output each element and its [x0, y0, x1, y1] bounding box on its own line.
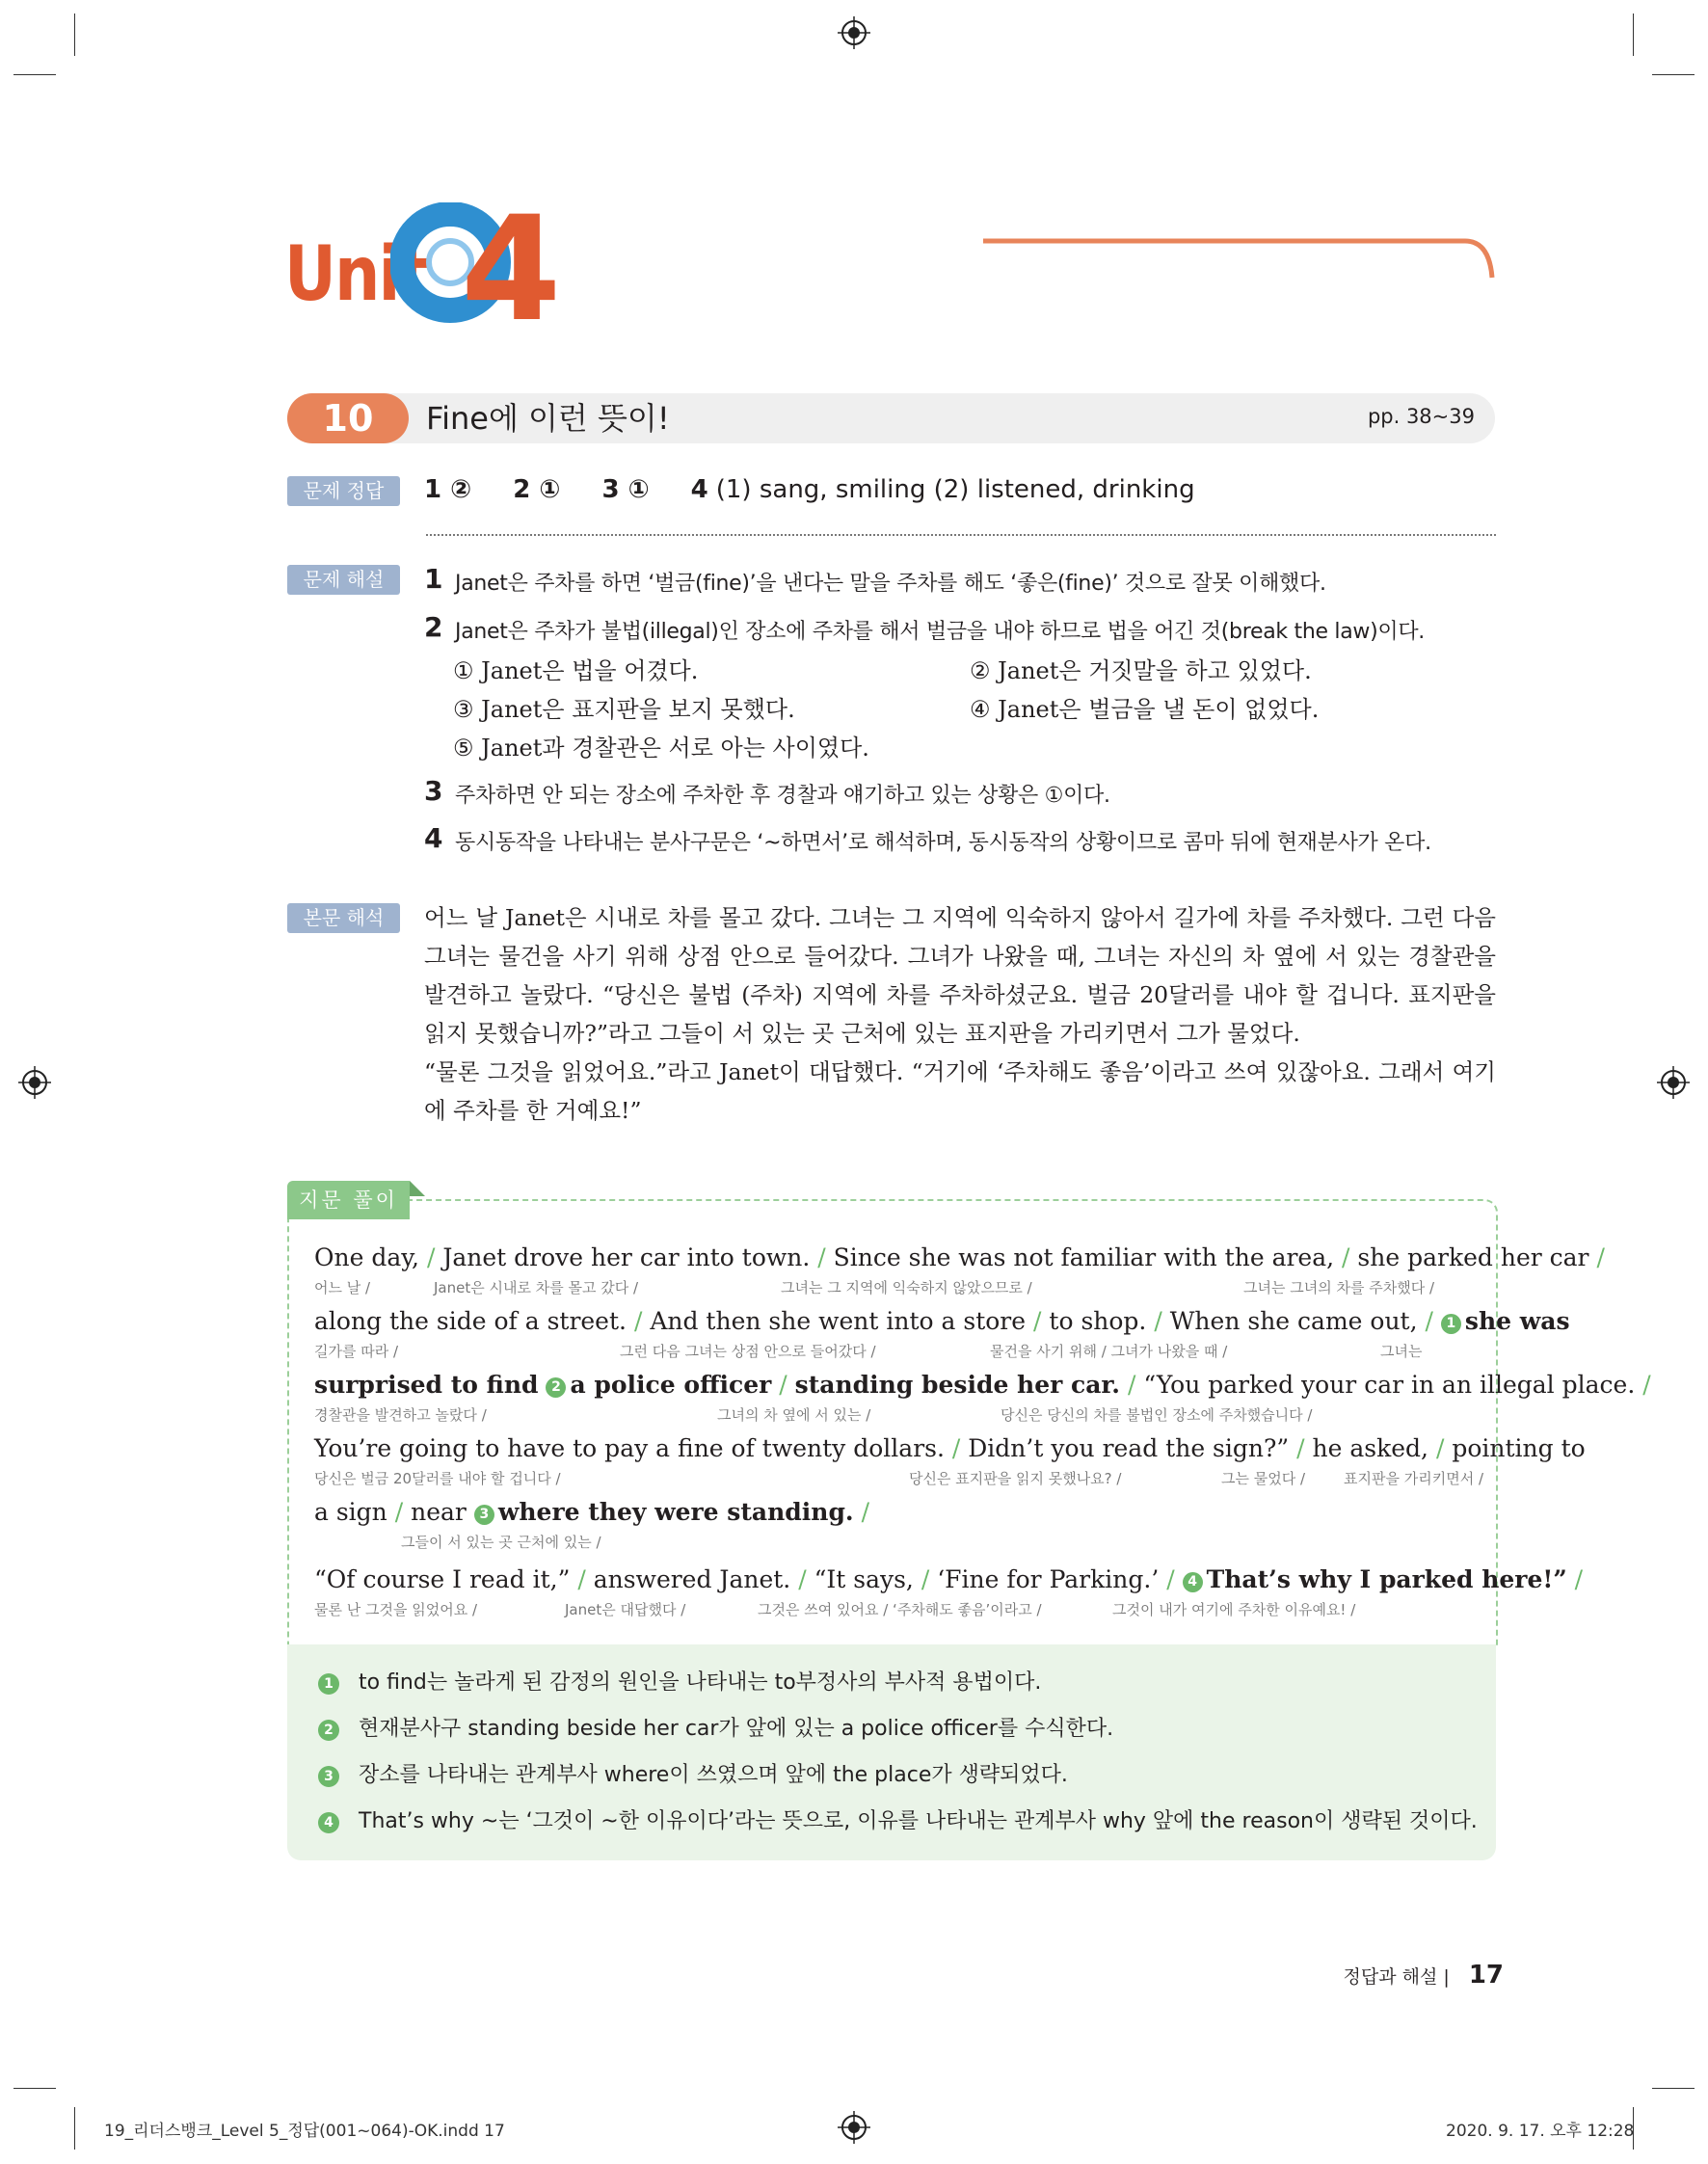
chunk-highlight: where they were standing. — [497, 1498, 854, 1526]
registration-mark-icon — [838, 2111, 870, 2144]
reading-row: You’re going to have to pay a fine of twenty dollars. / Didn’t you read the sign?” / he asked, / pointing to — [314, 1434, 1586, 1462]
answers-tag: 문제 정답 — [287, 476, 400, 506]
crop-mark — [13, 2088, 56, 2089]
unit-number: 4 — [461, 186, 562, 354]
chunk: along the side of a street. — [314, 1307, 627, 1335]
gloss: 그것이 내가 여기에 주차한 이유예요! / — [1112, 1601, 1356, 1618]
chunk: Janet drove her car into town. — [442, 1243, 811, 1271]
marker-4-icon: 4 — [318, 1812, 339, 1833]
explanation-text: 주차하면 안 되는 장소에 주차한 후 경찰과 얘기하고 있는 상황은 ①이다. — [455, 784, 1110, 808]
choice-item: ⑤ Janet과 경찰관은 서로 아는 사이였다. — [453, 735, 869, 761]
marker-1-icon: 1 — [1441, 1314, 1461, 1334]
explanation-num: 1 — [424, 563, 443, 595]
marker-3-icon: 3 — [474, 1505, 494, 1525]
reading-row: a sign / near 3 where they were standing. / — [314, 1498, 870, 1526]
divider — [426, 534, 1496, 536]
crop-mark — [74, 13, 75, 56]
footer-section: 정답과 해설 — [1343, 1966, 1438, 1988]
chunk: pointing to — [1452, 1434, 1586, 1462]
explanation-text: Janet은 주차를 하면 ‘벌금(fine)’을 낸다는 말을 주차를 해도 ‘좋은(fine)’ 것으로 잘못 이해했다. — [455, 572, 1326, 596]
reading-row: “Of course I read it,” / answered Janet. / “It says, / ‘Fine for Parking.’ / 4 That’s why I parked here!” / — [314, 1565, 1584, 1593]
choice-item: ② Janet은 거짓말을 하고 있었다. — [970, 657, 1312, 684]
reading-row: One day, / Janet drove her car into town. / Since she was not familiar with the area, / she parked her car / — [314, 1243, 1605, 1271]
gloss: 당신은 표지판을 읽지 못했나요? / — [909, 1470, 1122, 1487]
answer-1: 1 ② — [424, 475, 472, 504]
lesson-pages: pp. 38~39 — [1367, 405, 1475, 428]
chunk: When she came out, — [1169, 1307, 1418, 1335]
answers-line — [424, 475, 1228, 504]
gloss: 경찰관을 발견하고 놀랐다 / — [314, 1406, 487, 1424]
registration-mark-icon — [18, 1066, 51, 1099]
gloss: 그런 다음 그녀는 상점 안으로 들어갔다 / — [620, 1343, 876, 1360]
chunk: Didn’t you read the sign?” — [968, 1434, 1290, 1462]
chunk: a sign — [314, 1498, 387, 1526]
chunk-highlight: a police officer — [570, 1371, 772, 1399]
gloss: 그녀는 — [1380, 1343, 1423, 1360]
note-item — [318, 1804, 1478, 1834]
gloss: 당신은 벌금 20달러를 내야 할 겁니다 / — [314, 1470, 561, 1487]
choice-item: ① Janet은 법을 어겼다. — [453, 657, 699, 684]
explanation-num: 3 — [424, 775, 443, 807]
note-text: to find는 놀라게 된 감정의 원인을 나타내는 to부정사의 부사적 용법이다. — [359, 1670, 1042, 1695]
tab-corner — [410, 1181, 425, 1196]
gloss: 그것은 쓰여 있어요 / ‘주차해도 좋음’이라고 / — [758, 1601, 1042, 1618]
chunk: she parked her car — [1357, 1243, 1589, 1271]
explanation-text: 동시동작을 나타내는 분사구문은 ‘~하면서’로 해석하며, 동시동작의 상황이므로 콤마 뒤에 현재분사가 온다. — [455, 831, 1431, 855]
chunk: ‘Fine for Parking.’ — [937, 1565, 1160, 1593]
marker-4-icon: 4 — [1183, 1572, 1203, 1592]
note-text: That’s why ~는 ‘그것이 ~한 이유이다’라는 뜻으로, 이유를 나타내는 관계부사 why 앞에 the reason이 생략된 것이다. — [359, 1809, 1478, 1833]
gloss: 길가를 따라 / — [314, 1343, 399, 1360]
chunk: “Of course I read it,” — [314, 1565, 571, 1593]
gloss: 물건을 사기 위해 / 그녀가 나왔을 때 / — [990, 1343, 1228, 1360]
lesson-title: Fine에 이런 뜻이! — [426, 400, 670, 437]
registration-mark-icon — [1657, 1066, 1690, 1099]
gloss: 그들이 서 있는 곳 근처에 있는 / — [401, 1534, 601, 1551]
crop-mark — [1633, 13, 1634, 56]
crop-mark — [1652, 2088, 1695, 2089]
gloss: Janet은 대답했다 / — [565, 1601, 686, 1618]
gloss: 표지판을 가리키면서 / — [1344, 1470, 1484, 1487]
gloss: 물론 난 그것을 읽었어요 / — [314, 1601, 478, 1618]
explanation-tag: 문제 해설 — [287, 565, 400, 595]
chunk: “You parked your car in an illegal place. — [1143, 1371, 1636, 1399]
note-item — [318, 1758, 1068, 1788]
gloss: 그녀는 그녀의 차를 주차했다 / — [1243, 1279, 1435, 1296]
print-slug-file: 19_리더스뱅크_Level 5_정답(001~064)-OK.indd 17 — [104, 2122, 505, 2141]
chunk: Since she was not familiar with the area, — [833, 1243, 1335, 1271]
chunk-highlight: surprised to find — [314, 1371, 539, 1399]
translation-p1: 어느 날 Janet은 시내로 차를 몰고 갔다. 그녀는 그 지역에 익숙하지 않아서 길가에 차를 주차했다. 그런 다음 그녀는 물건을 사기 위해 상점 안으로 들어갔다. 그녀가 나왔을 때, 그녀는 자신의 차 옆에 서 있는 경찰관을 발견하고 놀랐다. “당신은 불법 (주차) 지역에 차를 주차하셨군요. 벌금 20달러를 내야 할 겁니다. 표지판을 읽지 못했습니까?”라고 그들이 서 있는 곳 근처에 있는 표지판을 가리키면서 그가 물었다. — [424, 904, 1496, 1047]
gloss: 그녀의 차 옆에 서 있는 / — [717, 1406, 871, 1424]
chunk: You’re going to have to pay a fine of twenty dollars. — [314, 1434, 945, 1462]
translation-tag: 본문 해석 — [287, 903, 400, 933]
gloss: 그녀는 그 지역에 익숙하지 않았으므로 / — [781, 1279, 1032, 1296]
explanation-num: 2 — [424, 611, 443, 643]
translation-p2: “물론 그것을 읽었어요.”라고 Janet이 대답했다. “거기에 ‘주차해도 좋음’이라고 쓰여 있잖아요. 그래서 여기에 주차를 한 거예요!” — [424, 1058, 1496, 1124]
marker-2-icon: 2 — [318, 1720, 339, 1741]
reading-tag: 지문 풀이 — [287, 1181, 410, 1219]
note-item — [318, 1666, 1041, 1696]
note-text: 현재분사구 standing beside her car가 앞에 있는 a police officer를 수식한다. — [359, 1717, 1114, 1741]
choice-item: ④ Janet은 벌금을 낼 돈이 없었다. — [970, 696, 1320, 723]
crop-mark — [74, 2107, 75, 2150]
reading-row: surprised to find 2 a police officer / standing beside her car. / “You parked your car in an illegal place. / — [314, 1371, 1651, 1399]
chunk: One day, — [314, 1243, 419, 1271]
page-number: 17 — [1468, 1961, 1504, 1990]
unit-label: Unit — [284, 231, 428, 318]
chunk-highlight: standing beside her car. — [794, 1371, 1121, 1399]
explanation-text: Janet은 주차가 불법(illegal)인 장소에 주차를 해서 벌금을 내야 하므로 법을 어긴 것(break the law)이다. — [455, 620, 1425, 644]
chunk: near — [411, 1498, 467, 1526]
answer-4-text: (1) sang, smiling (2) listened, drinking — [715, 475, 1195, 504]
explanation-num: 4 — [424, 822, 443, 854]
gloss: Janet은 시내로 차를 몰고 갔다 / — [434, 1279, 639, 1296]
lesson-number: 10 — [287, 393, 409, 443]
marker-3-icon: 3 — [318, 1766, 339, 1787]
page-footer: 정답과 해설 | 17 — [1343, 1961, 1504, 1990]
chunk-highlight: That’s why I parked here!” — [1206, 1565, 1567, 1593]
crop-mark — [1652, 74, 1695, 75]
crop-mark — [13, 74, 56, 75]
answer-2: 2 ① — [513, 475, 561, 504]
registration-mark-icon — [838, 16, 870, 49]
gloss: 그는 물었다 / — [1221, 1470, 1306, 1487]
choice-item: ③ Janet은 표지판을 보지 못했다. — [453, 696, 795, 723]
answer-3: 3 ① — [601, 475, 650, 504]
print-slug-date: 2020. 9. 17. 오후 12:28 — [1446, 2122, 1635, 2141]
gloss: 당신은 당신의 차를 불법인 장소에 주차했습니다 / — [1001, 1406, 1313, 1424]
note-item — [318, 1712, 1113, 1742]
chunk: to shop. — [1049, 1307, 1147, 1335]
translation-paragraph — [424, 898, 1496, 1130]
marker-1-icon: 1 — [318, 1673, 339, 1695]
reading-row: along the side of a street. / And then she went into a store / to shop. / When she came out, / 1 she was — [314, 1307, 1570, 1335]
marker-2-icon: 2 — [546, 1377, 566, 1398]
chunk: And then she went into a store — [650, 1307, 1027, 1335]
chunk-highlight: she was — [1464, 1307, 1570, 1335]
answer-4-num: 4 — [690, 475, 708, 504]
chunk: answered Janet. — [593, 1565, 791, 1593]
gloss: 어느 날 / — [314, 1279, 371, 1296]
chunk: he asked, — [1312, 1434, 1429, 1462]
note-text: 장소를 나타내는 관계부사 where이 쓰였으며 앞에 the place가 생략되었다. — [359, 1763, 1068, 1787]
chunk: “It says, — [814, 1565, 914, 1593]
